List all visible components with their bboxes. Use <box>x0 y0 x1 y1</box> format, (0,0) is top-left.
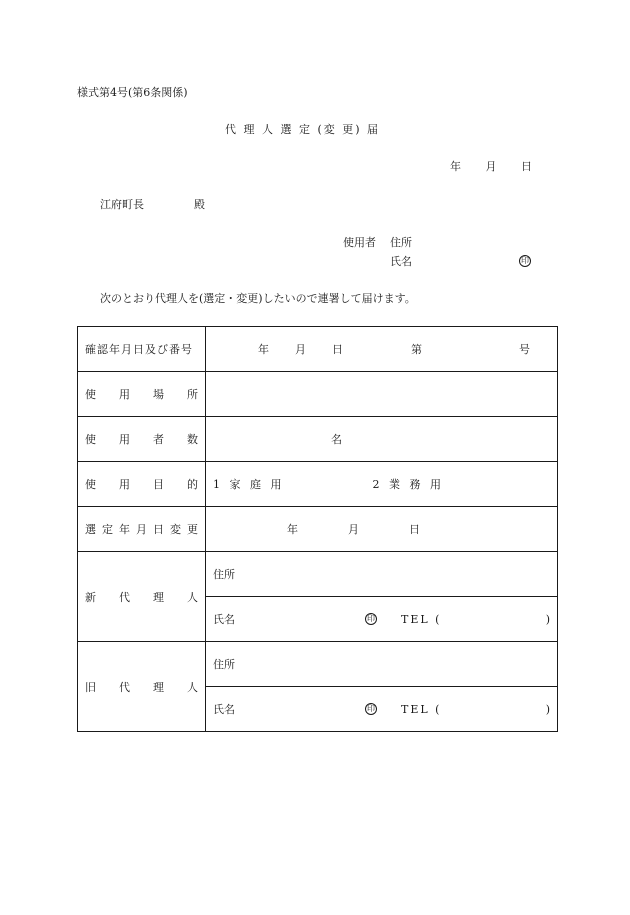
label-char: 数 <box>187 433 198 446</box>
selection-day-label: 日 <box>409 523 420 536</box>
new-agent-seal-icon: 印 <box>367 614 375 623</box>
location-value[interactable] <box>206 372 558 417</box>
label-char: 使 <box>85 478 96 491</box>
label-char: 用 <box>119 478 130 491</box>
label-char: 人 <box>187 680 198 694</box>
label-char: 更 <box>187 523 198 536</box>
selection-year-label: 年 <box>287 523 298 536</box>
purpose-value[interactable] <box>206 462 558 507</box>
purpose-option-household[interactable]: 1 家 庭 用 <box>213 478 285 491</box>
table-row <box>78 327 558 372</box>
label-char: 理 <box>153 680 164 694</box>
new-agent-label-text <box>85 589 198 605</box>
new-agent-address-label: 住所 <box>213 568 235 581</box>
label-char: 人 <box>187 590 198 604</box>
selection-month-label: 月 <box>348 523 359 536</box>
label-char: 新 <box>85 590 96 604</box>
label-char: 理 <box>153 590 164 604</box>
label-char: 使 <box>85 388 96 401</box>
new-agent-tel-label: TEL ( <box>401 612 442 626</box>
old-agent-address-label: 住所 <box>213 658 235 671</box>
purpose-option-business[interactable]: 2 業 務 用 <box>372 478 444 491</box>
label-char: 月 <box>136 523 147 536</box>
table-row <box>78 507 558 552</box>
table-row <box>78 552 558 597</box>
date-month-label: 月 <box>485 160 497 173</box>
table-row <box>78 372 558 417</box>
label-char: 用 <box>119 388 130 401</box>
confirm-go-label: 号 <box>519 343 530 356</box>
old-agent-tel-close: ) <box>545 702 550 716</box>
label-char: 代 <box>119 680 130 694</box>
row-label-users <box>78 417 206 462</box>
application-table <box>77 326 558 732</box>
applicant-name-label: 氏名 <box>390 255 412 268</box>
confirmation-value[interactable] <box>206 327 558 372</box>
label-char: 用 <box>119 433 130 446</box>
label-char: 変 <box>170 523 181 536</box>
date-line <box>450 161 532 172</box>
date-year-label: 年 <box>450 160 461 173</box>
label-char: 日 <box>153 523 164 536</box>
new-agent-name-label: 氏名 <box>213 613 235 626</box>
users-label-text <box>85 431 198 447</box>
form-title: 代 理 人 選 定 (変 更) 届 <box>225 123 381 136</box>
old-agent-tel-label: TEL ( <box>401 702 442 716</box>
old-agent-address[interactable] <box>206 642 558 687</box>
row-label-old-agent <box>78 642 206 732</box>
label-char: 代 <box>119 590 130 604</box>
date-day-label: 日 <box>521 160 532 173</box>
selection-date-label-text <box>85 521 198 537</box>
old-agent-label-text <box>85 679 198 695</box>
row-label-purpose <box>78 462 206 507</box>
addressee-honorific: 殿 <box>194 198 205 211</box>
table-row <box>78 642 558 687</box>
label-char: 的 <box>187 478 198 491</box>
label-char: 者 <box>153 433 164 446</box>
row-label-new-agent <box>78 552 206 642</box>
confirm-year-label: 年 <box>258 343 269 356</box>
label-char: 目 <box>153 478 164 491</box>
confirm-day-label: 日 <box>332 343 343 356</box>
label-char: 選 <box>85 523 96 536</box>
new-agent-tel-close: ) <box>545 612 550 626</box>
form-number: 様式第4号(第6条関係) <box>77 86 188 99</box>
confirm-dai-label: 第 <box>411 343 422 356</box>
purpose-label-text <box>85 476 198 492</box>
label-char: 定 <box>102 523 113 536</box>
label-char: 使 <box>85 433 96 446</box>
row-label-location <box>78 372 206 417</box>
location-label-text <box>85 386 198 402</box>
row-label-selection-date <box>78 507 206 552</box>
old-agent-name[interactable] <box>206 687 558 732</box>
old-agent-name-label: 氏名 <box>213 703 235 716</box>
new-agent-name[interactable] <box>206 597 558 642</box>
table-row <box>78 462 558 507</box>
old-agent-seal-icon: 印 <box>367 704 375 713</box>
addressee-name: 江府町長 <box>100 198 144 211</box>
confirmation-label-text: 確認年月日及び番号 <box>85 343 193 356</box>
statement-text: 次のとおり代理人を(選定・変更)したいので連署して届けます。 <box>100 292 416 305</box>
label-char: 場 <box>153 388 164 401</box>
row-label-confirmation <box>78 327 206 372</box>
users-unit-label: 名 <box>331 433 342 446</box>
applicant-label: 使用者 <box>343 236 376 249</box>
new-agent-address[interactable] <box>206 552 558 597</box>
applicant-address-label: 住所 <box>390 236 412 249</box>
users-value[interactable] <box>206 417 558 462</box>
selection-date-value[interactable] <box>206 507 558 552</box>
confirm-month-label: 月 <box>295 343 306 356</box>
applicant-seal-icon: 印 <box>521 256 529 265</box>
label-char: 所 <box>187 388 198 401</box>
label-char: 旧 <box>85 680 96 694</box>
table-row <box>78 417 558 462</box>
label-char: 年 <box>119 523 130 536</box>
